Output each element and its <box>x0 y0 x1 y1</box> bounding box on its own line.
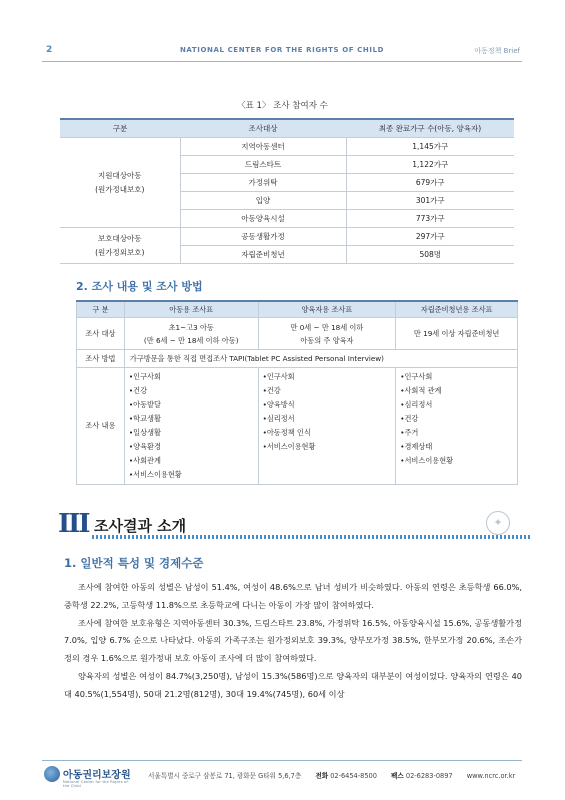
list-item: •서비스이용현황 <box>262 442 316 451</box>
table-cell: 공동생활가정 <box>180 228 346 246</box>
list-item: •심리정서 <box>262 414 295 423</box>
body-text <box>64 579 522 704</box>
paragraph: 양육자의 성별은 여성이 84.7%(3,250명), 남성이 15.3%(586명)으로 양육자의 대부분이 여성이었다. 양육자의 연령은 40대 40.5%(1,554명), 50대 21.2명(812명), 30대 19.4%(745명), 60세 이상 <box>64 670 522 699</box>
table-header: 최종 완료가구 수(아동, 양육자) <box>346 119 514 138</box>
content-list-youth <box>396 368 518 485</box>
list-item: •인구사회 <box>262 372 295 381</box>
org-logo <box>44 764 134 790</box>
list-item: •경제상태 <box>400 442 433 451</box>
target-parent-text: 만 0세 ~ 만 18세 이하 아동의 주 양육자 <box>290 322 364 345</box>
table1-caption: 〈표 1〉 조사 참여자 수 <box>237 101 328 111</box>
table-header-row <box>77 301 518 318</box>
table-cell <box>124 318 258 350</box>
list-item: •일상생활 <box>128 428 161 437</box>
footer-divider <box>42 760 522 761</box>
table-cell: 679가구 <box>346 174 514 192</box>
survey-method-table <box>76 300 518 485</box>
list-item: •양육환경 <box>128 442 161 451</box>
header-org-name: NATIONAL CENTER FOR THE RIGHTS OF CHILD <box>179 46 385 54</box>
section-title: 2. 조사 내용 및 조사 방법 <box>76 280 203 293</box>
logo-subtitle: National Center for the Rights of the Child <box>63 780 129 788</box>
table-header: 양육자용 조사표 <box>258 301 396 318</box>
footer-contact <box>148 770 515 780</box>
list-item: •학교생활 <box>128 414 161 423</box>
list-item: •서비스이용현황 <box>128 470 182 479</box>
list-item: •인구사회 <box>400 372 433 381</box>
content-list-child <box>124 368 258 485</box>
table-cell: 508명 <box>346 246 514 264</box>
table-cell <box>258 318 396 350</box>
table-row <box>77 318 518 350</box>
paragraph: 조사에 참여한 보호유형은 지역아동센터 30.3%, 드림스타트 23.8%, 가정위탁 16.5%, 아동양육시설 15.6%, 공동생활가정 7.0%, 입양 6.7% 순으로 나타났다. 아동의 가족구조는 원가정외보호 39.3%, 양부모가정 38.5%, 한부모가정 20.6%, 조손가정의 경우 1.6%으로 원가정내 보호 아동이 조사에 더 많이 참여하였다. <box>64 617 522 664</box>
list-item: •양육방식 <box>262 400 295 409</box>
list-item: •인구사회 <box>128 372 161 381</box>
logo-mark-icon <box>44 766 60 782</box>
target-child-text: 초1~고3 아동 (만 6세 ~ 만 18세 이하 아동) <box>143 322 239 345</box>
header-divider <box>42 61 522 62</box>
table-row <box>60 138 514 156</box>
fax-label: 팩스 <box>391 772 404 780</box>
section-heading-title: 조사결과 소개 <box>94 517 187 535</box>
subsection-title: 1. 일반적 특성 및 경제수준 <box>64 556 204 570</box>
list-item: •심리정서 <box>400 400 433 409</box>
table-cell: 가정위탁 <box>180 174 346 192</box>
list-item: •아동정책 인식 <box>262 428 311 437</box>
table-cell: 자립준비청년 <box>180 246 346 264</box>
footer-phone <box>315 772 377 780</box>
logo-name: 아동권리보장원 <box>63 770 131 781</box>
table-cell: 301가구 <box>346 192 514 210</box>
table-cell: 아동양육시설 <box>180 210 346 228</box>
phone-label: 전화 <box>315 772 329 780</box>
list-item: •서비스이용현황 <box>400 456 454 465</box>
table-cell: 773가구 <box>346 210 514 228</box>
list-item: •사회적 관계 <box>400 386 442 395</box>
list-item: •사회관계 <box>128 456 161 465</box>
fax-value: 02-6283-0897 <box>405 772 453 780</box>
table-cell: 가구방문을 통한 직접 면접조사 TAPI(Tablet PC Assisted Personal Interview) <box>124 350 517 368</box>
table-cell: 1,122가구 <box>346 156 514 174</box>
group-label-text: 지원대상아동 (원가정내보호) <box>95 170 145 194</box>
table-cell: 지역아동센터 <box>180 138 346 156</box>
row-label: 조사 내용 <box>77 368 125 485</box>
list-item: •주거 <box>400 428 419 437</box>
table-header-row <box>60 119 514 138</box>
participants-table <box>60 118 514 264</box>
table-cell: 297가구 <box>346 228 514 246</box>
list-item: •건강 <box>128 386 148 395</box>
group-label <box>60 228 180 264</box>
table-header: 자립준비청년용 조사표 <box>396 301 518 318</box>
footer-fax <box>391 772 453 780</box>
table-header: 아동용 조사표 <box>124 301 258 318</box>
row-label: 조사 대상 <box>77 318 125 350</box>
table-cell: 드림스타트 <box>180 156 346 174</box>
table-cell: 만 19세 이상 자립준비청년 <box>396 318 518 350</box>
group-label <box>60 138 180 228</box>
lightbulb-icon: ✦ <box>486 511 510 535</box>
paragraph: 조사에 참여한 아동의 성별은 남성이 51.4%, 여성이 48.6%으로 남녀 성비가 비슷하였다. 아동의 연령은 초등학생 66.0%, 중학생 22.2%, 고등학생 11.8%으로 초등학교에 다니는 아동이 가장 많이 참여하였다. <box>64 582 522 610</box>
section-underline <box>92 535 532 539</box>
page-header <box>42 44 522 60</box>
phone-value: 02-6454-8500 <box>330 772 377 780</box>
table-header: 구 분 <box>77 301 125 318</box>
table-row <box>77 350 518 368</box>
footer-website[interactable]: www.ncrc.or.kr <box>466 772 516 780</box>
list-item: •건강 <box>262 386 281 395</box>
table-cell: 1,145가구 <box>346 138 514 156</box>
table-header: 조사대상 <box>180 119 346 138</box>
row-label: 조사 방법 <box>77 350 125 368</box>
table-row <box>60 228 514 246</box>
section-heading <box>58 507 524 541</box>
table-cell: 입양 <box>180 192 346 210</box>
section-numeral: III <box>58 509 89 539</box>
content-list-parent <box>258 368 396 485</box>
header-series-name: 아동정책 Brief <box>474 47 520 55</box>
footer-address: 서울특별시 중로구 삼봉로 71, 광화문 G타워 5,6,7층 <box>148 772 302 780</box>
page-number: 2 <box>46 45 53 55</box>
group-label-text: 보호대상아동 (원가정외보호) <box>95 233 145 257</box>
table-row <box>77 368 518 485</box>
list-item: •아동발달 <box>128 400 161 409</box>
table-header: 구분 <box>60 119 180 138</box>
list-item: •건강 <box>400 414 419 423</box>
